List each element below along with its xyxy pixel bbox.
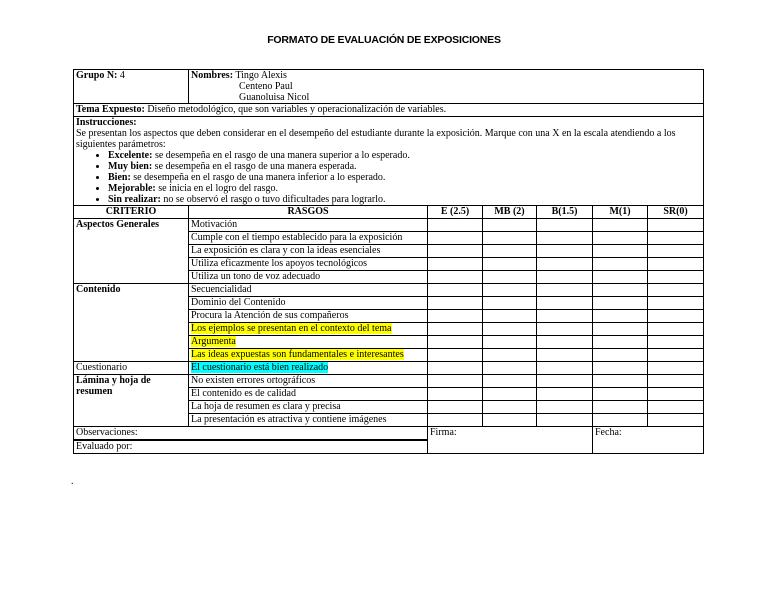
rasgo-text: Procura la Atención de sus compañeros: [191, 310, 349, 321]
score-cell[interactable]: [428, 349, 483, 362]
score-cell[interactable]: [648, 232, 704, 245]
score-cell[interactable]: [483, 297, 537, 310]
scale-term: Mejorable:: [108, 183, 156, 194]
score-cell[interactable]: [648, 284, 704, 297]
rasgo-cell: [189, 362, 428, 375]
scale-desc: se desempeña en el rasgo de una manera inferior a lo esperado.: [130, 172, 386, 183]
score-cell[interactable]: [648, 323, 704, 336]
rasgo-cell: [189, 414, 428, 427]
scale-desc: se inicia en el logro del rasgo.: [155, 183, 278, 194]
score-cell[interactable]: [483, 258, 537, 271]
scale-desc: se desempeña en el rasgo de una manera superior a lo esperado.: [152, 150, 410, 161]
topic-row: [74, 104, 704, 117]
score-cell[interactable]: [648, 362, 704, 375]
score-cell[interactable]: [593, 219, 648, 232]
group-value: 4: [119, 70, 125, 81]
names-label: Nombres:: [191, 70, 234, 81]
rasgo-cell: [189, 336, 428, 349]
score-cell[interactable]: [537, 388, 593, 401]
instructions-text: Se presentan los aspectos que deben considerar en el desempeño del estudiante durante la exposición. Marque con una X en la escala atendiendo a los siguientes parámetros:: [76, 128, 676, 150]
col-header-b: B(1.5): [537, 206, 593, 219]
criterio-cell: Cuestionario: [74, 362, 189, 375]
score-cell[interactable]: [593, 414, 648, 427]
observations-row: [74, 427, 704, 441]
score-cell[interactable]: [593, 271, 648, 284]
score-cell[interactable]: [648, 271, 704, 284]
rasgo-text: Dominio del Contenido: [191, 297, 286, 308]
criterio-cell: Lámina y hoja de resumen: [74, 375, 189, 427]
rasgo-text: Motivación: [191, 219, 238, 230]
scale-term: Excelente:: [108, 150, 153, 161]
criteria-row: [74, 219, 704, 232]
col-header-m: M(1): [593, 206, 648, 219]
document-title: FORMATO DE EVALUACIÓN DE EXPOSICIONES: [267, 34, 501, 46]
scale-item: [108, 183, 701, 194]
score-cell[interactable]: [537, 258, 593, 271]
col-header-sr: SR(0): [648, 206, 704, 219]
rasgo-text: Utiliza eficazmente los apoyos tecnológicos: [191, 258, 368, 269]
score-cell[interactable]: [537, 349, 593, 362]
score-cell[interactable]: [593, 349, 648, 362]
rasgo-cell: [189, 375, 428, 388]
scale-item: [108, 194, 701, 205]
name-1: Tingo Alexis: [235, 70, 287, 81]
rasgo-cell: [189, 245, 428, 258]
scale-desc: no se observó el rasgo o tuvo dificultades para lograrlo.: [160, 194, 386, 205]
score-cell[interactable]: [428, 232, 483, 245]
score-cell[interactable]: [537, 336, 593, 349]
score-cell[interactable]: [428, 284, 483, 297]
score-cell[interactable]: [537, 310, 593, 323]
scale-item: [108, 161, 701, 172]
rasgo-cell: [189, 349, 428, 362]
group-label: Grupo N:: [76, 70, 118, 81]
date-space: [593, 440, 704, 454]
score-cell[interactable]: [537, 297, 593, 310]
rasgo-cell: [189, 232, 428, 245]
score-cell[interactable]: [593, 388, 648, 401]
score-cell[interactable]: [537, 245, 593, 258]
scale-desc: se desempeña en el rasgo de una manera esperada.: [152, 161, 357, 172]
topic-label: Tema Expuesto:: [76, 104, 145, 115]
topic-value: Diseño metodológico, que son variables y operacionalización de variables.: [147, 104, 447, 115]
rasgo-text: Los ejemplos se presentan en el contexto del tema: [191, 323, 392, 334]
score-cell[interactable]: [428, 388, 483, 401]
score-cell[interactable]: [483, 375, 537, 388]
instructions-label: Instrucciones:: [76, 117, 137, 128]
criteria-row: [74, 362, 704, 375]
score-cell[interactable]: [593, 284, 648, 297]
col-header-mb: MB (2): [483, 206, 537, 219]
score-cell[interactable]: [428, 336, 483, 349]
rasgo-cell: [189, 323, 428, 336]
rasgo-text: El contenido es de calidad: [191, 388, 296, 399]
score-cell[interactable]: [593, 401, 648, 414]
scale-term: Bien:: [108, 172, 131, 183]
evaluation-form: [73, 69, 703, 454]
score-cell[interactable]: [428, 310, 483, 323]
rasgo-cell: [189, 388, 428, 401]
score-cell[interactable]: [593, 310, 648, 323]
criteria-row: [74, 375, 704, 388]
score-cell[interactable]: [483, 401, 537, 414]
score-cell[interactable]: [648, 219, 704, 232]
score-cell[interactable]: [537, 414, 593, 427]
score-cell[interactable]: [537, 401, 593, 414]
score-cell[interactable]: [648, 349, 704, 362]
instructions-row: [74, 117, 704, 206]
score-cell[interactable]: [593, 297, 648, 310]
trailing-dot: .: [71, 476, 74, 487]
criteria-row: [74, 284, 704, 297]
score-cell[interactable]: [593, 375, 648, 388]
rasgo-cell: [189, 258, 428, 271]
rasgo-text: Secuencialidad: [191, 284, 252, 295]
score-cell[interactable]: [483, 388, 537, 401]
rasgo-cell: [189, 284, 428, 297]
score-cell[interactable]: [537, 362, 593, 375]
rasgo-cell: [189, 297, 428, 310]
rasgo-text: Utiliza un tono de voz adecuado: [191, 271, 321, 282]
col-header-rasgos: RASGOS: [189, 206, 428, 219]
score-cell[interactable]: [593, 336, 648, 349]
scale-term: Sin realizar:: [108, 194, 161, 205]
score-cell[interactable]: [648, 388, 704, 401]
rasgo-text: Argumenta: [191, 336, 236, 347]
score-cell[interactable]: [648, 297, 704, 310]
scale-term: Muy bien:: [108, 161, 153, 172]
score-cell[interactable]: [648, 375, 704, 388]
score-cell[interactable]: [537, 219, 593, 232]
score-cell[interactable]: [428, 362, 483, 375]
topic-cell: [74, 104, 704, 117]
score-cell[interactable]: [483, 336, 537, 349]
score-cell[interactable]: [428, 219, 483, 232]
date-cell[interactable]: Fecha:: [593, 427, 704, 441]
evaluation-table: [73, 69, 704, 454]
score-cell[interactable]: [483, 349, 537, 362]
score-cell[interactable]: [537, 375, 593, 388]
score-cell[interactable]: [428, 258, 483, 271]
score-cell[interactable]: [593, 232, 648, 245]
name-3: Guanoluisa Nicol: [239, 92, 310, 103]
score-cell[interactable]: [648, 336, 704, 349]
score-cell[interactable]: [428, 245, 483, 258]
score-cell[interactable]: [537, 323, 593, 336]
rasgo-cell: [189, 401, 428, 414]
criterio-cell: Aspectos Generales: [74, 219, 189, 284]
score-cell[interactable]: [428, 401, 483, 414]
rasgo-cell: [189, 219, 428, 232]
name-2: Centeno Paul: [239, 81, 293, 92]
signature-space: [428, 440, 593, 454]
score-cell[interactable]: [483, 232, 537, 245]
rasgo-text: La hoja de resumen es clara y precisa: [191, 401, 341, 412]
score-cell[interactable]: [428, 297, 483, 310]
score-cell[interactable]: [483, 284, 537, 297]
scale-list: [76, 150, 701, 205]
score-cell[interactable]: [593, 362, 648, 375]
rasgo-cell: [189, 310, 428, 323]
group-row: [74, 70, 704, 104]
score-cell[interactable]: [428, 414, 483, 427]
score-cell[interactable]: [593, 245, 648, 258]
score-cell[interactable]: [428, 271, 483, 284]
rasgo-text: La exposición es clara y con la ideas esenciales: [191, 245, 381, 256]
criterio-cell: Contenido: [74, 284, 189, 362]
col-header-e: E (2.5): [428, 206, 483, 219]
score-cell[interactable]: [648, 310, 704, 323]
observations-cell[interactable]: Observaciones:: [74, 427, 428, 441]
rasgo-text: La presentación es atractiva y contiene imágenes: [191, 414, 387, 425]
score-cell[interactable]: [593, 258, 648, 271]
score-cell[interactable]: [537, 284, 593, 297]
rasgo-cell: [189, 271, 428, 284]
score-cell[interactable]: [483, 310, 537, 323]
group-cell: [74, 70, 189, 104]
evaluated-by-cell[interactable]: Evaluado por:: [74, 440, 428, 454]
names-cell: [189, 70, 704, 104]
score-cell[interactable]: [593, 323, 648, 336]
scale-item: [108, 150, 701, 161]
score-cell[interactable]: [648, 245, 704, 258]
rasgo-text: Las ideas expuestas son fundamentales e interesantes: [191, 349, 404, 360]
scale-item: [108, 172, 701, 183]
score-cell[interactable]: [537, 232, 593, 245]
score-cell[interactable]: [483, 323, 537, 336]
score-cell[interactable]: [483, 219, 537, 232]
rasgo-text: No existen errores ortográficos: [191, 375, 316, 386]
rasgo-text: El cuestionario está bien realizado: [191, 362, 329, 373]
score-cell[interactable]: [483, 414, 537, 427]
signature-cell[interactable]: Firma:: [428, 427, 593, 441]
score-cell[interactable]: [648, 414, 704, 427]
instructions-cell: [74, 117, 704, 206]
score-cell[interactable]: [428, 323, 483, 336]
rasgo-text: Cumple con el tiempo establecido para la exposición: [191, 232, 403, 243]
score-cell[interactable]: [648, 258, 704, 271]
score-cell[interactable]: [483, 362, 537, 375]
score-cell[interactable]: [428, 375, 483, 388]
column-header-row: [74, 206, 704, 219]
score-cell[interactable]: [537, 271, 593, 284]
evaluated-row: [74, 440, 704, 454]
col-header-criterio: CRITERIO: [74, 206, 189, 219]
score-cell[interactable]: [648, 401, 704, 414]
score-cell[interactable]: [483, 245, 537, 258]
score-cell[interactable]: [483, 271, 537, 284]
